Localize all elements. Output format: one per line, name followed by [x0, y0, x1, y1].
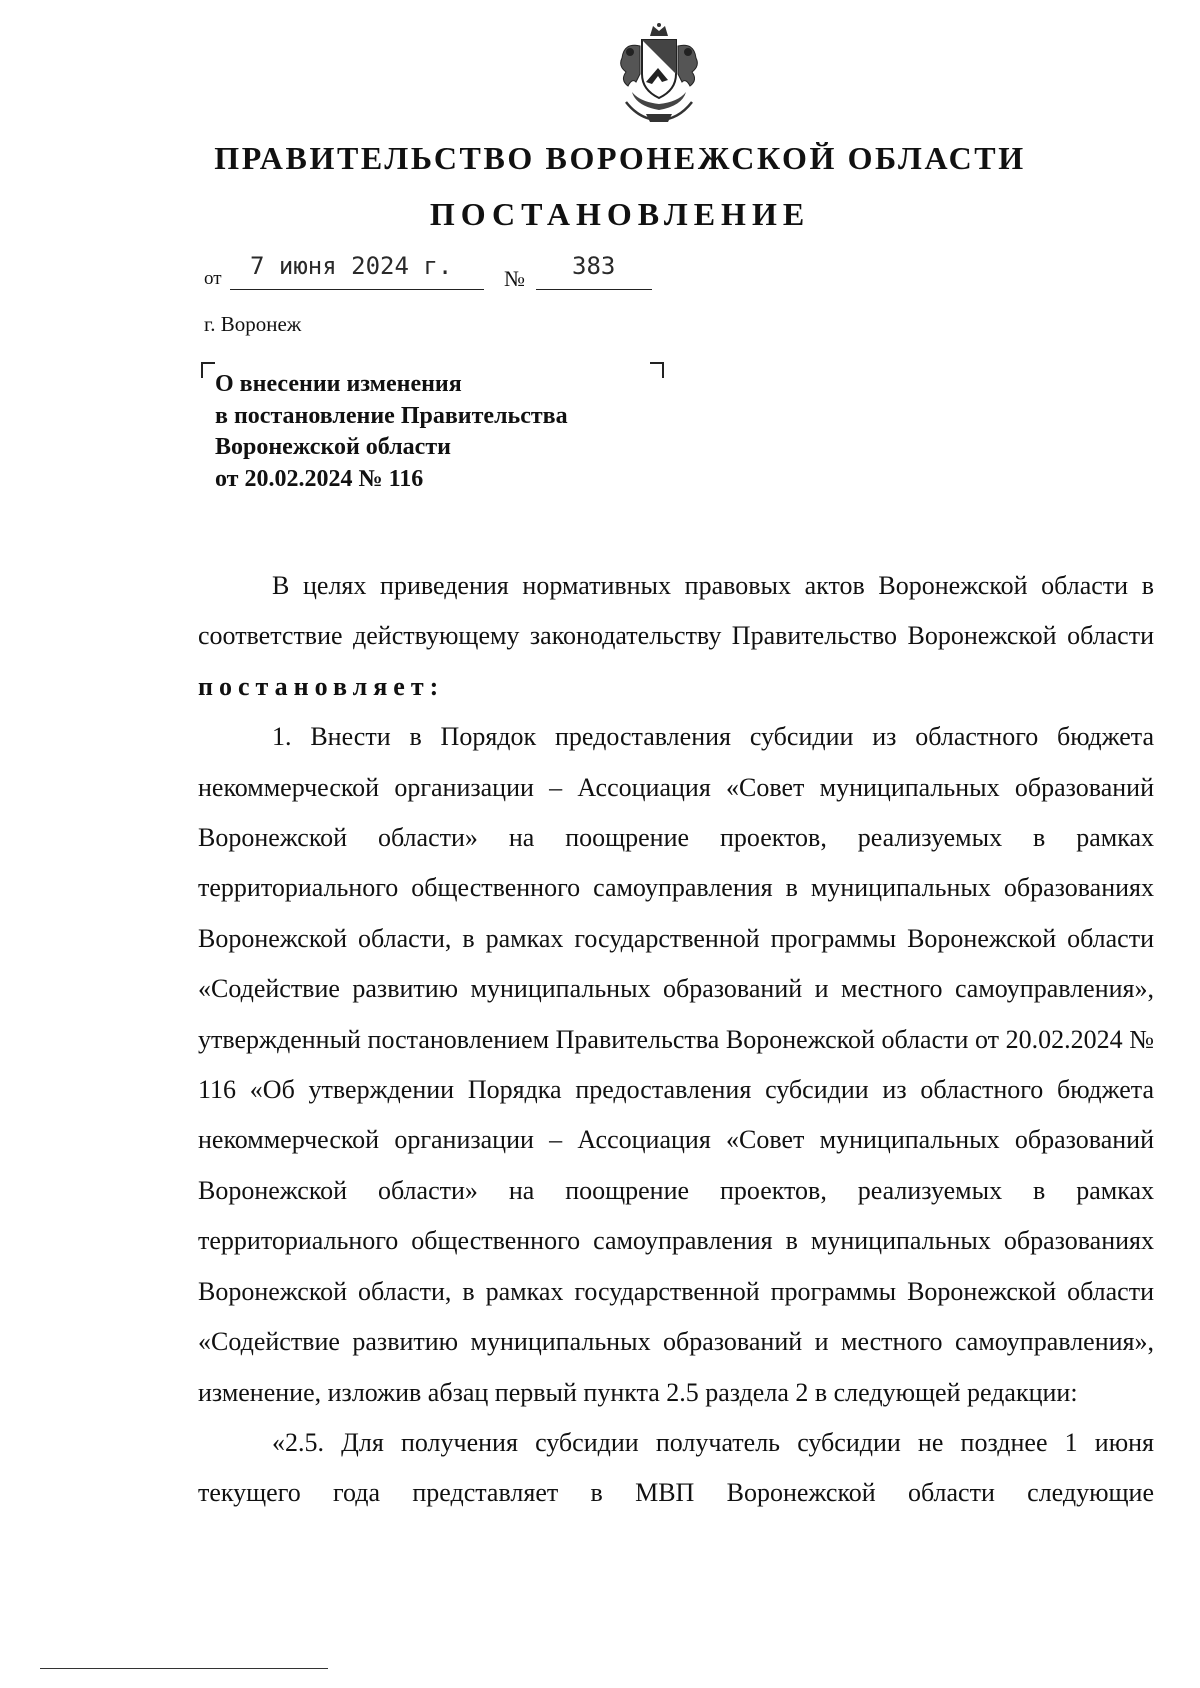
subject-line: О внесении изменения — [215, 371, 462, 397]
coat-of-arms-icon — [606, 22, 712, 126]
preamble-text: В целях приведения нормативных правовых актов Воронежской области в соответствие действующему законодательству Правительство Воронежской области — [198, 571, 1154, 651]
document-subject — [215, 369, 675, 495]
document-date: 7 июня 2024 г. — [250, 252, 453, 280]
subject-bracket-left — [201, 362, 215, 378]
item-1-paragraph: 1. Внести в Порядок предоставления субсидии из областного бюджета некоммерческой организации – Ассоциация «Совет муниципальных образований Воронежской области» на поощрение проектов, реализуемых в рамках территориального общественного самоуправления в муниципальных образованиях Воронежской области, в рамках государственной программы Воронежской области «Содействие развитию муниципальных образований и местного самоуправления», утвержденный постановлением Правительства Воронежской области от 20.02.2024 № 116 «Об утверждении Порядка предоставления субсидии из областного бюджета некоммерческой организации – Ассоциация «Совет муниципальных образований Воронежской области» на поощрение проектов, реализуемых в рамках территориального общественного самоуправления в муниципальных образованиях Воронежской области, в рамках государственной программы Воронежской области «Содействие развитию муниципальных образований и местного самоуправления», изменение, изложив абзац первый пункта 2.5 раздела 2 в следующей редакции: — [198, 722, 1154, 1407]
document-type: ПОСТАНОВЛЕНИЕ — [429, 196, 811, 232]
document-number: 383 — [572, 252, 616, 280]
government-title: ПРАВИТЕЛЬСТВО ВОРОНЕЖСКОЙ ОБЛАСТИ — [214, 140, 1026, 176]
number-underline — [536, 289, 652, 290]
date-underline — [230, 289, 484, 290]
city: г. Воронеж — [204, 312, 302, 336]
preamble-paragraph — [198, 561, 1154, 712]
decree-word: постановляет: — [198, 671, 445, 701]
quoted-paragraph: «2.5. Для получения субсидии получатель субсидии не позднее 1 июня текущего года представляет в МВП Воронежской области следующие — [198, 1427, 1154, 1508]
subject-line: Воронежской области — [215, 434, 451, 460]
subject-line: в постановление Правительства — [215, 402, 568, 429]
subject-line: от 20.02.2024 № 116 — [215, 465, 424, 492]
number-label: № — [504, 266, 525, 291]
footer-rule — [40, 1668, 328, 1669]
date-from-label: от — [204, 268, 222, 289]
document-body — [198, 561, 1154, 1519]
dateline — [204, 250, 724, 290]
